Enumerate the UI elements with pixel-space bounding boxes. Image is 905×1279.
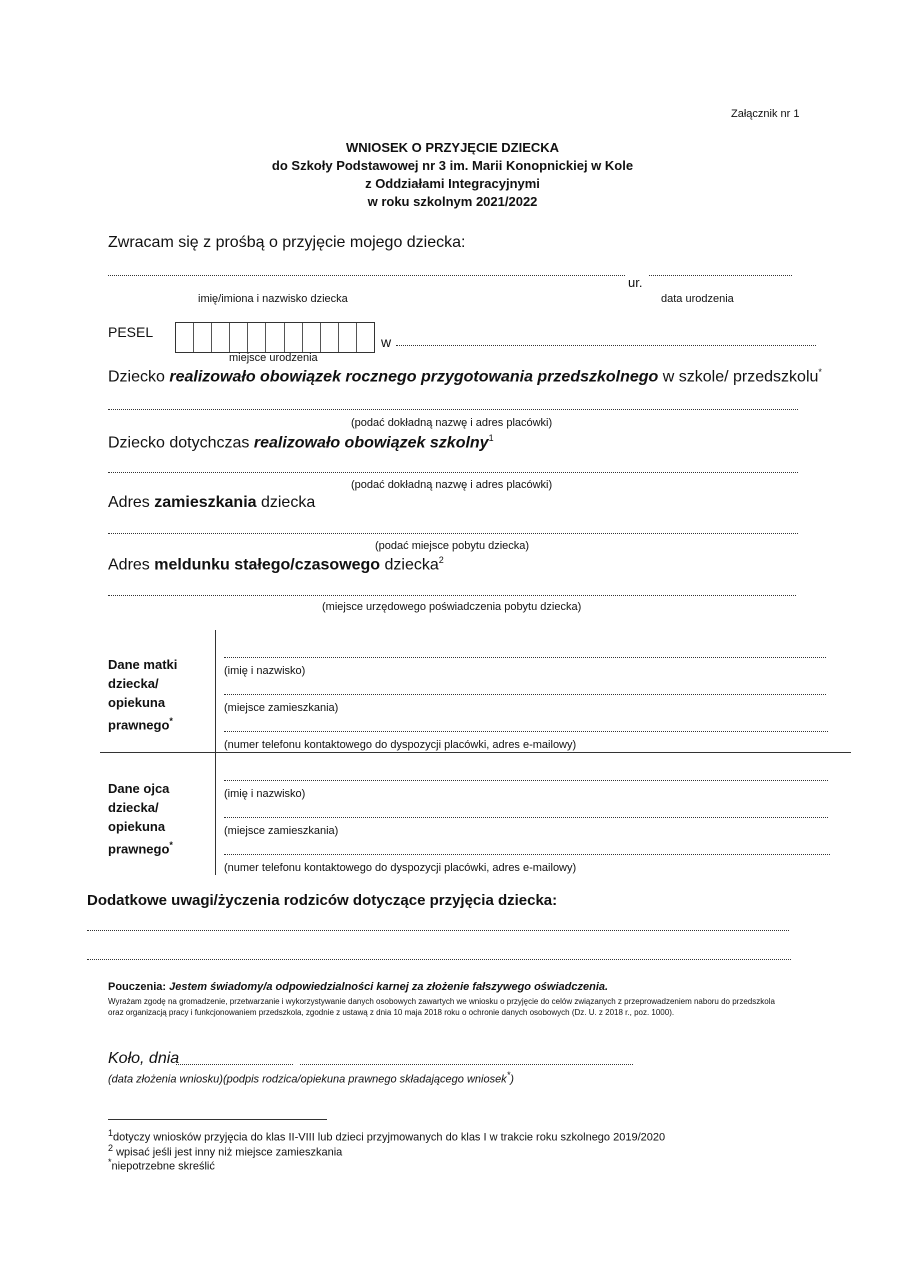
father-contact-field[interactable] [224,854,830,855]
father-section-label: Dane ojca dziecka/ opiekuna prawnego* [108,781,173,857]
notice-text: Pouczenia: Jestem świadomy/a odpowiedzialności karnej za złożenie fałszywego oświadczenia. [108,981,609,993]
preschool-field[interactable] [108,409,798,410]
school-label: Dziecko dotychczas realizowało obowiązek szkolny$^1$ [108,433,494,452]
pesel-digit-box[interactable] [321,323,339,352]
footnote-3: *niepotrzebne skreślić [108,1157,215,1173]
father-name-field[interactable] [224,780,828,781]
pesel-digit-box[interactable] [230,323,248,352]
birthplace-caption: miejsce urodzenia [229,352,318,364]
residence-caption: (podać miejsce pobytu dziecka) [375,540,530,552]
footnote-1: $^1$dotyczy wniosków przyjęcia do klas II-VIII lub dzieci przyjmowanych do klas I w trakcie roku szkolnego 2019/2020 [108,1128,666,1144]
mother-contact-caption: (numer telefonu kontaktowego do dyspozycji placówki, adres e-mailowy) [224,739,577,751]
child-name-field[interactable] [108,275,625,276]
consent-line-1: Wyrażam zgodę na gromadzenie, przetwarzanie i wykorzystywanie danych osobowych zawartych we wniosku o przyjęcie do celów związanych z przeprowadzeniem naboru do przedszkola [108,997,775,1006]
ur-label: ur. [628,275,643,290]
remarks-field-line-2[interactable] [87,959,791,960]
father-address-field[interactable] [224,817,828,818]
birthdate-field[interactable] [649,275,792,276]
school-field[interactable] [108,472,798,473]
mother-address-field[interactable] [224,694,826,695]
residence-label: Adres zamieszkania dziecka [108,494,316,511]
footnote-2: $^2$ wpisać jeśli jest inny niż miejsce zamieszkania [108,1143,343,1159]
form-subtitle-branch: z Oddziałami Integracyjnymi [365,176,540,191]
mother-name-field[interactable] [224,657,826,658]
remarks-field-line-1[interactable] [87,930,789,931]
footnote-separator [108,1119,327,1120]
signature-date-field[interactable] [176,1064,293,1065]
father-address-caption: (miejsce zamieszkania) [224,825,339,837]
signature-sign-field[interactable] [300,1064,633,1065]
registration-caption: (miejsce urzędowego poświadczenia pobytu dziecka) [322,601,582,613]
mother-address-caption: (miejsce zamieszkania) [224,702,339,714]
pesel-digit-box[interactable] [266,323,284,352]
pesel-digit-box[interactable] [285,323,303,352]
registration-field[interactable] [108,595,796,596]
consent-line-2: oraz organizacją pracy i funkcjonowaniem przedszkola, zgodnie z ustawą z dnia 10 maja 2018 roku o ochronie danych osobowych (Dz. U. z 2018 r., poz. 1000). [108,1008,675,1017]
form-title: WNIOSEK O PRZYJĘCIE DZIECKA [345,140,560,155]
mother-contact-field[interactable] [224,731,828,732]
remarks-heading: Dodatkowe uwagi/życzenia rodziców dotyczące przyjęcia dziecka: [87,892,558,909]
intro-text: Zwracam się z prośbą o przyjęcie mojego dziecka: [108,234,466,251]
form-subtitle-year: w roku szkolnym 2021/2022 [367,194,538,209]
signature-caption: (data złożenia wniosku)(podpis rodzica/opiekuna prawnego składającego wniosek*) [108,1070,514,1086]
pesel-digit-box[interactable] [194,323,212,352]
father-name-caption: (imię i nazwisko) [224,788,306,800]
form-subtitle-school: do Szkoły Podstawowej nr 3 im. Marii Konopnickiej w Kole [271,158,634,173]
pesel-digit-box[interactable] [176,323,194,352]
preschool-caption: (podać dokładną nazwę i adres placówki) [351,417,553,429]
pesel-digit-box[interactable] [212,323,230,352]
pesel-digit-box[interactable] [303,323,321,352]
birthplace-w-label: w [381,334,392,350]
pesel-input[interactable] [175,322,375,353]
pesel-label: PESEL [108,324,154,340]
birthplace-field[interactable] [396,345,816,346]
school-caption: (podać dokładną nazwę i adres placówki) [351,479,553,491]
father-contact-caption: (numer telefonu kontaktowego do dyspozycji placówki, adres e-mailowy) [224,862,577,874]
birthdate-caption: data urodzenia [661,293,734,305]
registration-label: Adres meldunku stałego/czasowego dziecka$^2$ [108,555,444,574]
mother-section-label: Dane matki dziecka/ opiekuna prawnego* [108,657,178,733]
preschool-label: Dziecko realizowało obowiązek rocznego przygotowania przedszkolnego w szkole/ przedszkolu* [108,367,822,386]
pesel-digit-box[interactable] [248,323,266,352]
child-name-caption: imię/imiona i nazwisko dziecka [198,293,348,305]
table-divider-horizontal [100,752,851,753]
pesel-digit-box[interactable] [339,323,357,352]
residence-field[interactable] [108,533,798,534]
signature-place-label: Koło, dnia [108,1050,180,1067]
mother-name-caption: (imię i nazwisko) [224,665,306,677]
pesel-digit-box[interactable] [357,323,374,352]
attachment-label: Załącznik nr 1 [731,108,800,120]
